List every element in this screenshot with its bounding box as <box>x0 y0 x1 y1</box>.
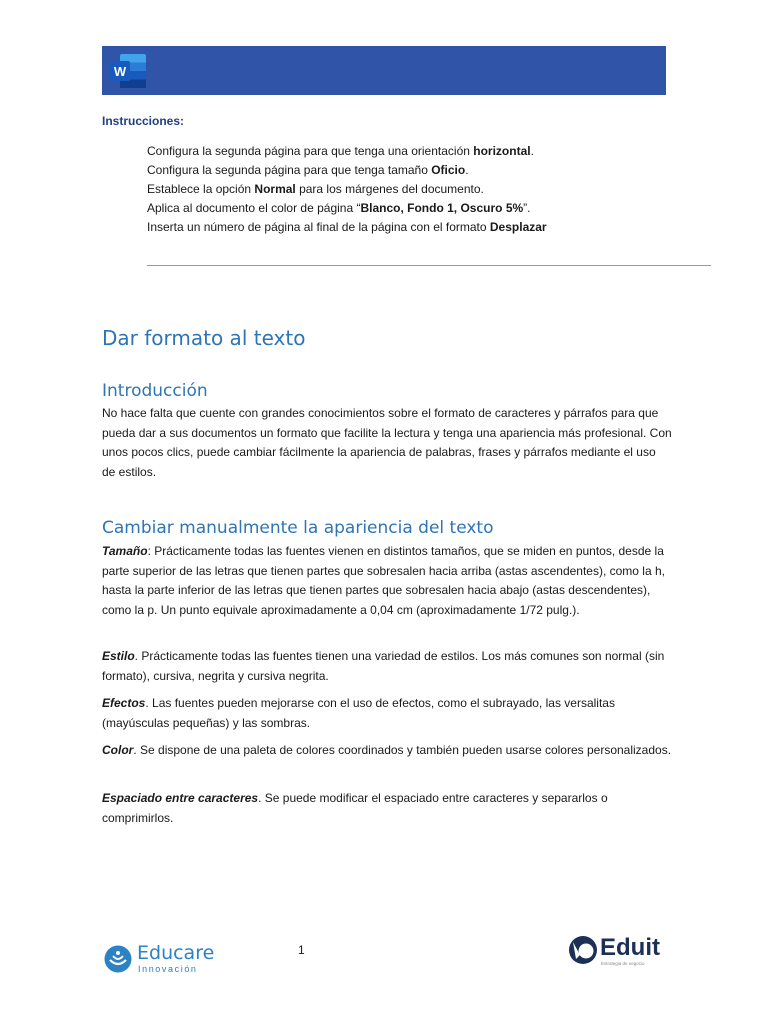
instruction-item: Establece la opción Normal para los márgenes del documento. <box>147 182 484 196</box>
term-label: Espaciado entre caracteres <box>102 791 259 805</box>
intro-heading: Introducción <box>102 381 208 401</box>
term-label: Color <box>102 743 134 757</box>
instructions-title: Instrucciones: <box>102 114 185 128</box>
educare-name: Educare <box>137 942 215 964</box>
term-label: Efectos <box>102 696 146 710</box>
term-label: Tamaño <box>102 544 148 558</box>
educare-tagline: Innovación <box>138 964 198 974</box>
effects-paragraph: Efectos. Las fuentes pueden mejorarse con el uso de efectos, como el subrayado, las versalitas (mayúsculas pequeñas) y las sombras. <box>102 696 615 730</box>
color-paragraph: Color. Se dispone de una paleta de colores coordinados y también pueden usarse colores personalizados. <box>102 743 672 757</box>
eduit-name: Eduit <box>600 934 660 961</box>
eduit-logo <box>568 934 668 970</box>
instruction-item: Inserta un número de página al final de la página con el formato Desplazar <box>147 220 547 234</box>
svg-text:W: W <box>113 64 127 79</box>
section-heading: Cambiar manualmente la apariencia del texto <box>102 518 494 538</box>
instruction-item: Configura la segunda página para que tenga tamaño Oficio. <box>147 163 469 177</box>
eduit-tagline: Estrategia de negocio <box>601 961 645 966</box>
educare-logo-icon <box>104 945 132 973</box>
style-paragraph: Estilo. Prácticamente todas las fuentes tienen una variedad de estilos. Los más comunes son normal (sin formato), cursiva, negrita y cursiva negrita. <box>102 649 665 683</box>
spacing-paragraph: Espaciado entre caracteres. Se puede modificar el espaciado entre caracteres y separarlos o comprimirlos. <box>102 791 608 825</box>
term-label: Estilo <box>102 649 135 663</box>
page-number: 1 <box>298 943 305 957</box>
instructions-list <box>147 142 547 237</box>
educare-logo <box>104 941 214 977</box>
instruction-item: Aplica al documento el color de página “Blanco, Fondo 1, Oscuro 5%”. <box>147 201 531 215</box>
eduit-logo-icon <box>568 935 598 965</box>
instruction-item: Configura la segunda página para que tenga una orientación horizontal. <box>147 144 534 158</box>
word-app-icon <box>108 54 148 88</box>
header-banner <box>102 46 666 95</box>
document-title: Dar formato al texto <box>102 326 306 350</box>
section-divider <box>147 265 711 266</box>
size-paragraph: Tamaño: Prácticamente todas las fuentes vienen en distintos tamaños, que se miden en puntos, desde la parte superior de las letras que tienen partes que sobresalen hacia arriba (astas ascendentes), como la h, hasta la parte inferior de las letras que tienen partes que sobresalen hacia abajo (astas descendentes), como la p. Un punto equivale aproximadamente a 0,04 cm (aproximadamente 1/72 pulg.). <box>102 544 665 617</box>
intro-paragraph: No hace falta que cuente con grandes conocimientos sobre el formato de caracteres y párrafos para que pueda dar a sus documentos un formato que facilite la lectura y tenga una apariencia más profesional. Con unos pocos clics, puede cambiar fácilmente la apariencia de palabras, frases y párrafos mediante el uso de estilos. <box>102 406 672 479</box>
